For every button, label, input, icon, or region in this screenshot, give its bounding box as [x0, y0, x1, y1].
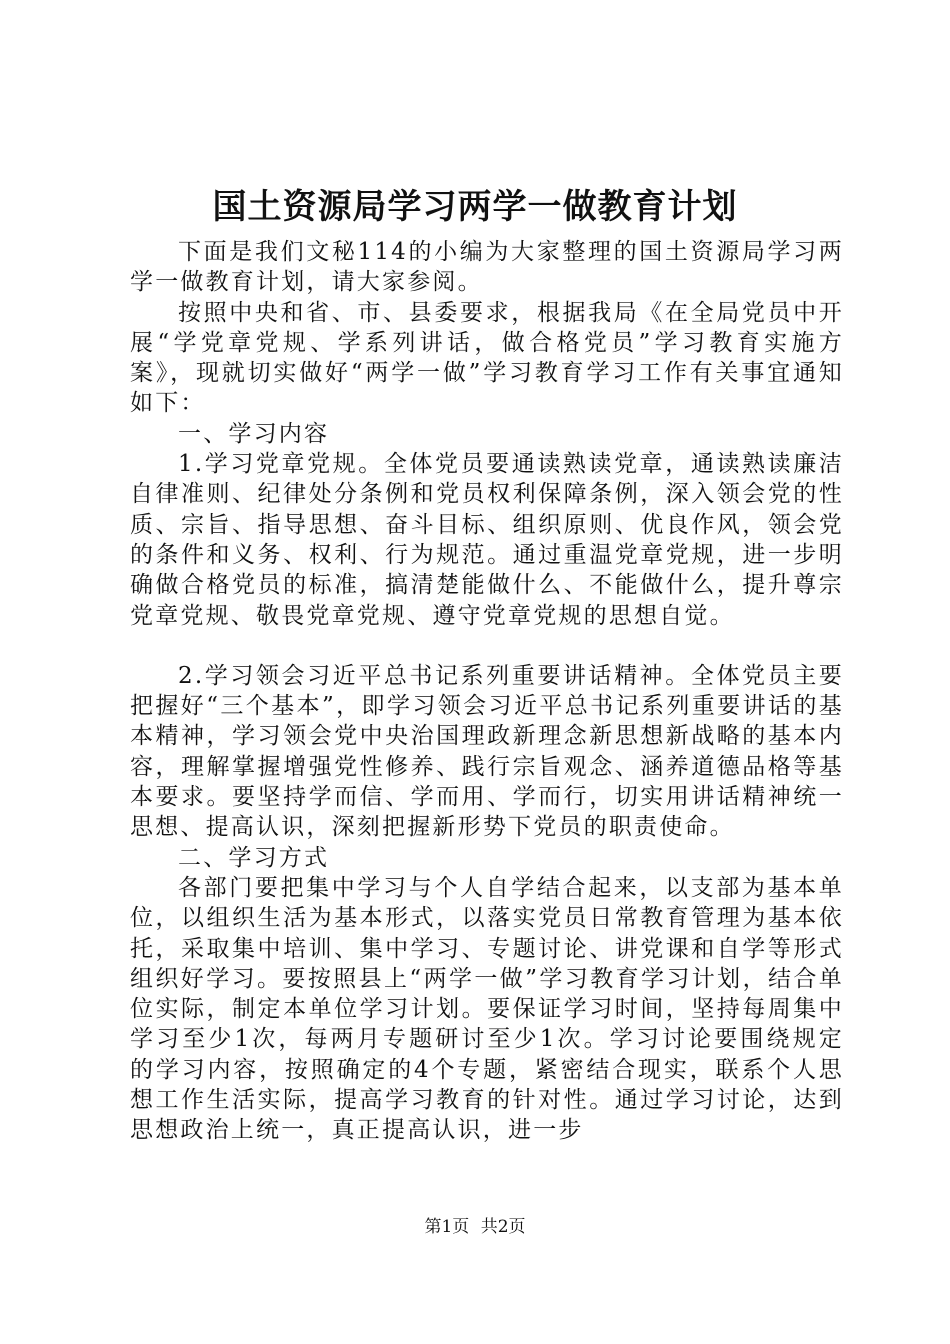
item-2-paragraph: 2.学习领会习近平总书记系列重要讲话精神。全体党员主要把握好“三个基本”，即学习领会习近平总书记系列重要讲话的基本精神，学习领会党中央治国理政新理念新思想新战略的基本内容，理解掌握增强党性修养、践行宗旨观念、涵养道德品格等基本要求。要坚持学而信、学而用、学而行，切实用讲话精神统一思想、提高认识，深刻把握新形势下党员的职责使命。 — [130, 662, 844, 841]
section-heading-content: 一、学习内容 — [178, 420, 330, 447]
document-title: 国土资源局学习两学一做教育计划 — [212, 187, 738, 227]
section-heading-method: 二、学习方式 — [178, 844, 330, 871]
document-body — [130, 237, 844, 1146]
page-total: 共2页 — [480, 1217, 526, 1237]
item-1-paragraph: 1.学习党章党规。全体党员要通读熟读党章，通读熟读廉洁自律准则、纪律处分条例和党员权利保障条例，深入领会党的性质、宗旨、指导思想、奋斗目标、组织原则、优良作风，领会党的条件和义务、权利、行为规范。通过重温党章党规，进一步明确做合格党员的标准，搞清楚能做什么、不能做什么，提升尊宗党章党规、敬畏党章党规、遵守党章党规的思想自觉。 — [130, 451, 844, 629]
page-number: 第1页 — [424, 1217, 470, 1237]
notice-paragraph: 按照中央和省、市、县委要求，根据我局《在全局党员中开展“学党章党规、学系列讲话，做合格党员”学习教育实施方案》，现就切实做好“两学一做”学习教育学习工作有关事宜通知如下： — [130, 299, 844, 417]
method-paragraph: 各部门要把集中学习与个人自学结合起来，以支部为基本单位，以组织生活为基本形式，以落实党员日常教育管理为基本依托，采取集中培训、集中学习、专题讨论、讲党课和自学等形式组织好学习。要按照县上“两学一做”学习教育学习计划，结合单位实际，制定本单位学习计划。要保证学习时间，坚持每周集中学习至少1次，每两月专题研讨至少1次。学习讨论要围绕规定的学习内容，按照确定的4个专题，紧密结合现实，联系个人思想工作生活实际，提高学习教育的针对性。通过学习讨论，达到思想政治上统一，真正提高认识，进一步 — [130, 874, 844, 1144]
page-footer — [0, 1215, 950, 1239]
intro-paragraph: 下面是我们文秘114的小编为大家整理的国土资源局学习两学一做教育计划，请大家参阅。 — [130, 239, 844, 296]
